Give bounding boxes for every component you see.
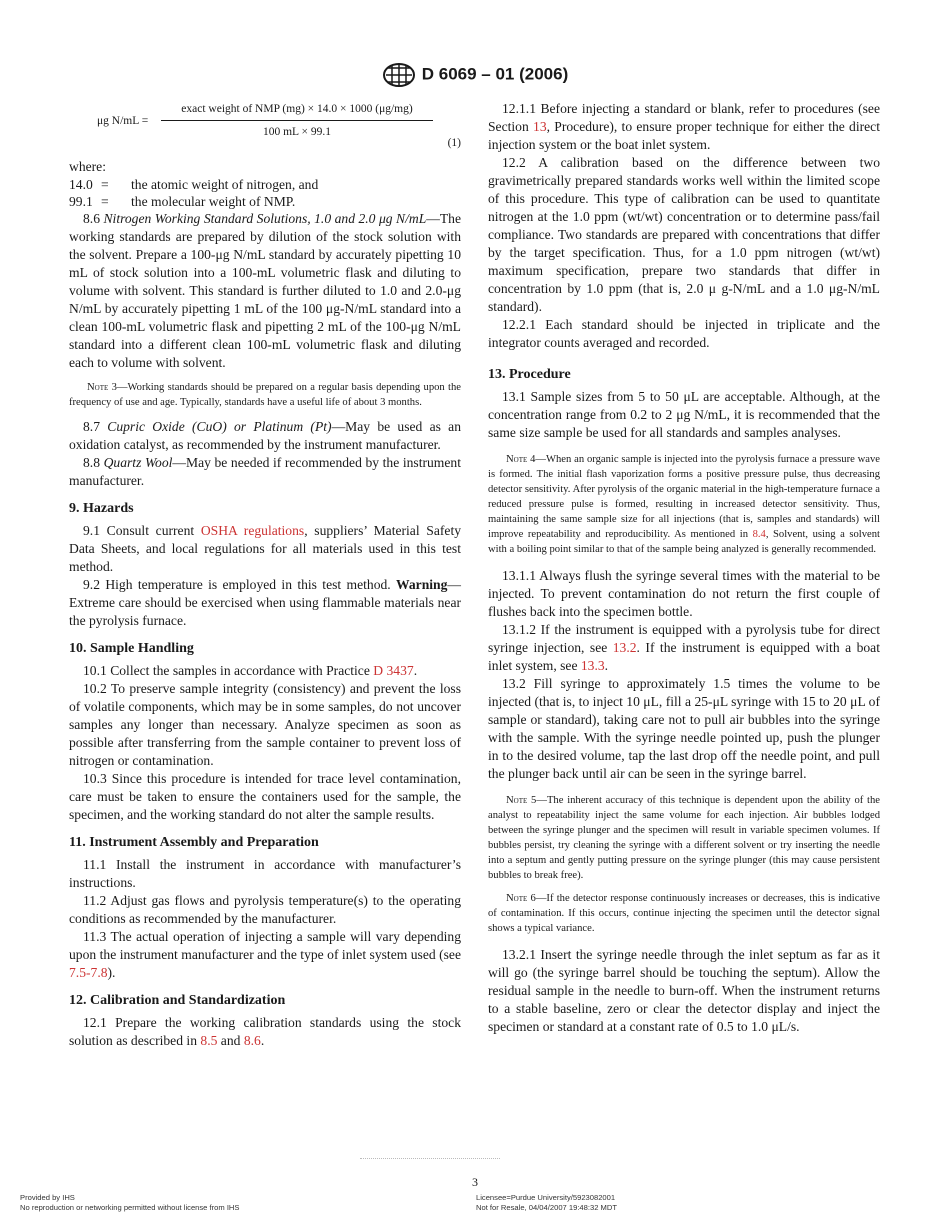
footer-provider: Provided by IHS [20, 1193, 75, 1202]
section-text: —May be needed if recommended by the instrument manufacturer. [69, 455, 461, 488]
section-11-1: 11.1 Install the instrument in accordance with manufacturer’s instructions. [69, 857, 461, 890]
where-desc: the atomic weight of nitrogen, and [131, 177, 319, 192]
note-4 [488, 452, 880, 557]
section-8-5-link[interactable]: 8.5 [200, 1033, 218, 1048]
section-8-4-link[interactable]: 8.4 [752, 529, 766, 540]
text: 12.1.1 Before injecting a standard or blank, refer to procedures (see Section [488, 101, 880, 134]
where-equals: = [101, 177, 109, 192]
equation-lhs: μg N/mL = [97, 115, 149, 127]
section-13-1-2 [488, 621, 880, 675]
note-text: , Solvent, using a solvent with a boiling point similar to that of the sample being analyzed is generally recommended. [488, 529, 880, 555]
section-heading-hazards: 9. Hazards [69, 501, 134, 516]
where-value: 14.0 [69, 177, 93, 192]
section-12-2: 12.2 A calibration based on the difference between two gravimetrically prepared standards works well within the limited scope of this procedure. This type of calibration can be used to quantitate nitrogen at the 1.0 ppm (wt/wt) concentration or to determine pass/fail compliance. Two standards are prepared with concentrations that differ by the target specification. Thus, for a 1.0 ppm nitrogen (wt/wt) maximum specification, prepare two standards that differ in concentration by 1.0 ppm (that is, 2.0 μ g-N/mL and a 1.0 μg-N/mL standard). [488, 155, 880, 314]
section-text: —The working standards are prepared by dilution of the stock solution with the solvent. Prepare a 100-μg N/mL standard by accurately pipetting 10 mL of stock solution into a 100-mL volumetric flask and diluting to volume with solvent. This standard is further diluted to 1.0 and 2.0-μg N/mL by accurately pipetting 1 mL of the 100 μg-N/mL standard into a clean 100-mL volumetric flask and pipetting 2 mL of the 100-μg N/mL standard into a different clean 100-mL volumetric flask and diluting each to volume with solvent. [69, 211, 461, 370]
section-11-2: 11.2 Adjust gas flows and pyrolysis temperature(s) to the operating conditions as recommended by the manufacturer. [69, 893, 461, 926]
note-text: —When an organic sample is injected into the pyrolysis furnace a pressure wave is formed. The initial flash vaporization forms a positive pressure pulse, thus decreasing detector sensitivity. After pyrolysis of the organic material in the high-temperature furnace a reduced pressure pulse is formed, resulting in increased detector sensitivity. Thus, maintaining the same sample size for all injections (that is, samples and standards) will improve repeatability and reproducibility. As mentioned in [488, 454, 880, 540]
section-10-1 [69, 662, 461, 680]
section-heading-instrument-assembly: 11. Instrument Assembly and Preparation [69, 835, 319, 850]
text: . If the instrument is equipped with a boat inlet system, see [488, 640, 880, 673]
section-title: Cupric Oxide (CuO) or Platinum (Pt) [107, 419, 332, 434]
note-text: —If the detector response continuously increases or decreases, this is indicative of contamination. If this occurs, continue injecting the specimen until the detector signal shows a typical variance. [488, 893, 880, 934]
note-number: 6 [527, 893, 536, 904]
right-column [488, 100, 880, 1036]
section-8-8 [69, 454, 461, 490]
section-13-2: 13.2 Fill syringe to approximately 1.5 times the volume to be injected (that is, to inject 10 μL, fill a 25-μL syringe with 15 to 20 μL of sample or standard), taking care not to pull air bubbles into the syringe with the sample. With the syringe needle pointed up, push the plunger in to the desired volume, tap the last drop off the needle point, and pull the plunger back until air can be seen in the syringe barrel. [488, 676, 880, 781]
note-label: Note [506, 795, 528, 806]
text: , suppliers’ Material Safety Data Sheets, and local regulations for all materials used in this test method. [69, 523, 462, 574]
divider [360, 1158, 500, 1159]
equation-number: (1) [447, 137, 461, 149]
page-number: 3 [472, 1175, 478, 1189]
section-number: 8.8 [83, 455, 100, 470]
footer-license-note: No reproduction or networking permitted without license from IHS [20, 1202, 240, 1212]
section-11-3 [69, 928, 461, 982]
note-text: —Working standards should be prepared on a regular basis depending upon the frequency of use and age. Typically, standards have a useful life of about 3 months. [69, 382, 462, 408]
section-heading-calibration: 12. Calibration and Standardization [69, 993, 286, 1008]
section-13-1-1: 13.1.1 Always flush the syringe several times with the material to be injected. To prevent contamination do not return the first couple of flushes back into the specimen bottle. [488, 568, 880, 619]
note-label: Note [506, 893, 528, 904]
note-number: 5 [527, 795, 537, 806]
section-10-2: 10.2 To preserve sample integrity (consistency) and prevent the loss of volatile components, which may be in some samples, do not uncover samples any longer than necessary. Analyze specimen as soon as possible after transferring from the sample container to prevent loss of nitrogen or contamination. [69, 681, 461, 768]
note-5 [488, 793, 880, 883]
section-12-1 [69, 1014, 461, 1050]
section-12-1-1 [488, 100, 880, 154]
section-13-link[interactable]: 13 [533, 119, 547, 134]
text: 13.1.2 If the instrument is equipped with a pyrolysis tube for direct syringe injection, see [488, 622, 880, 655]
text: . [413, 663, 418, 678]
where-label: where: [69, 159, 106, 174]
where-row [69, 193, 461, 210]
section-12-2-1: 12.2.1 Each standard should be injected in triplicate and the integrator counts averaged and recorded. [488, 317, 880, 350]
text: 9.1 Consult current [83, 523, 201, 538]
section-text: —May be used as an oxidation catalyst, as recommended by the instrument manufacturer. [69, 419, 461, 452]
text: —Extreme care should be exercised when using flammable materials near the pyrolysis furnace. [69, 577, 461, 628]
equation-denominator: 100 mL × 99.1 [262, 126, 332, 138]
where-desc: the molecular weight of NMP. [131, 194, 296, 209]
left-column [69, 100, 461, 1050]
note-text: —The inherent accuracy of this technique is dependent upon the ability of the analyst to repeatability inject the same volume for each injection. Air bubbles lodged between the syringe plunger and the specimen will result in variable specimen volumes. If bubbles persist, try cleaning the syringe with a different solvent or try inserting the needle into a septum and gently putting pressure on the syringe plunger (this may cause persistent bubbles to break free). [488, 795, 880, 881]
footer-licensee: Licensee=Purdue University/5923082001 [476, 1193, 616, 1202]
footer-right [476, 1193, 617, 1212]
text: , Procedure), to ensure proper technique for either the direct injection system or the boat inlet system. [488, 119, 880, 152]
text: 12.1 Prepare the working calibration standards using the stock solution as described in [69, 1015, 461, 1048]
document-designation: D 6069 – 01 (2006) [421, 64, 569, 84]
where-row [69, 176, 461, 193]
note-number: 3 [108, 382, 117, 393]
section-9-2 [69, 576, 461, 630]
section-9-1 [69, 522, 461, 576]
equation-1 [69, 100, 461, 152]
section-8-6 [69, 210, 461, 372]
page-header [0, 62, 950, 88]
where-value: 99.1 [69, 194, 93, 209]
section-13-2-1: 13.2.1 Insert the syringe needle through the inlet septum as far as it will go (the syringe barrel should be touching the septum). Allow the residual sample in the needle to burn-off. When the instrument returns to a stable baseline, zero or clear the detector display and inject the specimen or standard at a constant rate of 0.5 to 1.0 μL/s. [488, 947, 880, 1034]
note-number: 4 [527, 454, 536, 465]
text: . [604, 658, 609, 673]
note-label: Note [506, 454, 528, 465]
text: ). [107, 965, 116, 980]
section-number: 8.7 [83, 419, 100, 434]
section-13-1: 13.1 Sample sizes from 5 to 50 μL are acceptable. Although, at the concentration range from 0.2 to 2 μg N/mL, it is recommended that the same size sample be used for all standards and samples analyses. [488, 389, 880, 440]
section-13-2-link[interactable]: 13.2 [612, 640, 637, 655]
osha-link[interactable]: OSHA regulations [200, 523, 305, 538]
note-label: Note [87, 382, 109, 393]
equation-fraction [161, 100, 433, 141]
equation-numerator: exact weight of NMP (mg) × 14.0 × 1000 (μg/mg) [161, 100, 433, 121]
astm-logo-icon [382, 62, 416, 88]
text: 10.1 Collect the samples in accordance with Practice [83, 663, 374, 678]
text: 9.2 High temperature is employed in this test method. [83, 577, 397, 592]
section-title: Nitrogen Working Standard Solutions, 1.0 and 2.0 μg N/mL [103, 211, 427, 226]
footer-left [20, 1193, 239, 1212]
section-title: Quartz Wool [103, 455, 173, 470]
section-number: 8.6 [83, 211, 100, 226]
section-13-3-link[interactable]: 13.3 [580, 658, 605, 673]
text: 11.3 The actual operation of injecting a sample will vary depending upon the instrument manufacturer and the type of inlet system used (see [69, 929, 461, 962]
text: . [260, 1033, 265, 1048]
d3437-link[interactable]: D 3437 [373, 663, 414, 678]
where-block [69, 158, 461, 210]
section-7-5-link[interactable]: 7.5-7.8 [69, 965, 108, 980]
where-equals: = [101, 194, 109, 209]
section-heading-procedure: 13. Procedure [488, 367, 571, 382]
note-6 [488, 891, 880, 936]
section-10-3: 10.3 Since this procedure is intended for trace level contamination, care must be taken to ensure the containers used for the sample, the specimen, and the working standard do not alter the sample results. [69, 771, 461, 822]
warning-label: Warning [396, 577, 448, 592]
text: and [217, 1033, 244, 1048]
footer-resale: Not for Resale, 04/04/2007 19:48:32 MDT [476, 1202, 617, 1212]
section-8-7 [69, 418, 461, 454]
section-heading-sample-handling: 10. Sample Handling [69, 641, 194, 656]
note-3 [69, 380, 461, 410]
section-8-6-link[interactable]: 8.6 [243, 1033, 261, 1048]
